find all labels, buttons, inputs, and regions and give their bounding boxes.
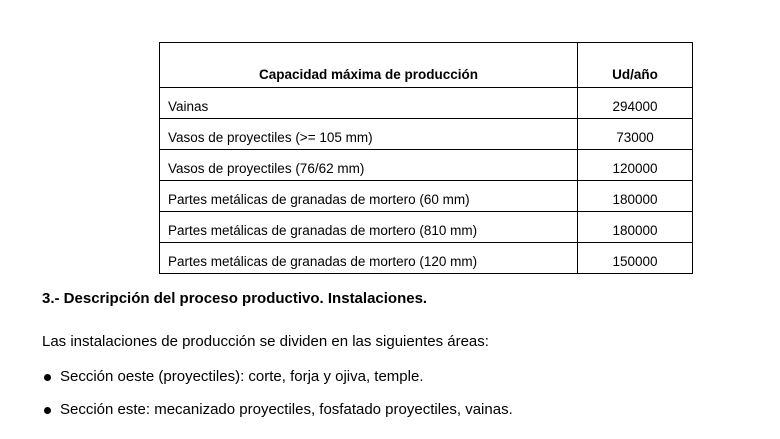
product-cell: Partes metálicas de granadas de mortero (810 mm): [160, 212, 578, 243]
bullet-icon: [44, 407, 51, 414]
product-cell: Vainas: [160, 88, 578, 119]
table-row: [160, 150, 693, 181]
table-row: [160, 88, 693, 119]
product-cell: Partes metálicas de granadas de mortero (120 mm): [160, 243, 578, 274]
list-item-text: Sección este: mecanizado proyectiles, fosfatado proyectiles, vainas.: [60, 401, 513, 418]
section-intro: Las instalaciones de producción se dividen en las siguientes áreas:: [42, 333, 489, 350]
capacity-value-cell: 180000: [578, 212, 693, 243]
bullet-icon: [44, 374, 51, 381]
product-cell: Partes metálicas de granadas de mortero (60 mm): [160, 181, 578, 212]
product-cell: Vasos de proyectiles (>= 105 mm): [160, 119, 578, 150]
list-item-text: Sección oeste (proyectiles): corte, forja y ojiva, temple.: [60, 368, 424, 385]
capacity-value-cell: 150000: [578, 243, 693, 274]
list-item: [42, 368, 513, 401]
areas-list: [42, 368, 513, 434]
table-row: [160, 181, 693, 212]
product-cell: Vasos de proyectiles (76/62 mm): [160, 150, 578, 181]
list-item: [42, 401, 513, 434]
capacity-value-cell: 294000: [578, 88, 693, 119]
capacity-value-cell: 73000: [578, 119, 693, 150]
table-row: [160, 119, 693, 150]
section-heading: 3.- Descripción del proceso productivo. Instalaciones.: [42, 290, 428, 307]
table-row: [160, 243, 693, 274]
table-header-row: [160, 43, 693, 88]
capacity-value-cell: 180000: [578, 181, 693, 212]
capacity-value-cell: 120000: [578, 150, 693, 181]
column-header-units: Ud/año: [578, 43, 693, 88]
table-row: [160, 212, 693, 243]
column-header-capacity: Capacidad máxima de producción: [160, 43, 578, 88]
production-capacity-table: [159, 42, 693, 274]
